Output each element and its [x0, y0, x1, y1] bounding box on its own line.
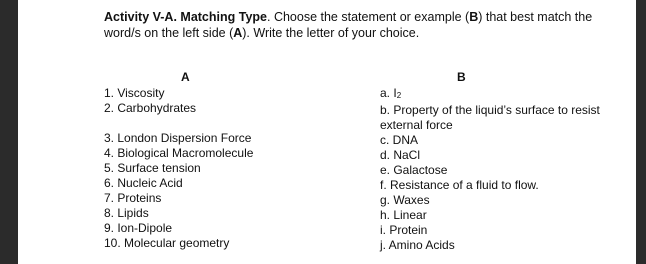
column-b-item: h. Linear — [380, 208, 427, 222]
column-a-item: 8. Lipids — [104, 206, 149, 220]
column-b-heading: B — [457, 70, 466, 84]
column-b-item: d. NaCl — [380, 148, 421, 162]
column-b-item: e. Galactose — [380, 163, 448, 177]
column-b-item: c. DNA — [380, 133, 419, 147]
column-b-item: i. Protein — [380, 223, 428, 237]
activity-instructions — [104, 9, 624, 41]
column-b-item: g. Waxes — [380, 193, 430, 207]
column-b-item: j. Amino Acids — [380, 238, 455, 252]
column-a-item: 7. Proteins — [104, 191, 162, 205]
column-a-item: 10. Molecular geometry — [104, 236, 230, 250]
column-a-item: 6. Nucleic Acid — [104, 176, 183, 190]
column-a-heading: A — [181, 70, 190, 84]
column-a-item: 4. Biological Macromolecule — [104, 146, 254, 160]
instructions-b-letter: B — [469, 10, 479, 24]
column-a-item: 5. Surface tension — [104, 161, 201, 175]
column-a-item: 9. Ion-Dipole — [104, 221, 173, 235]
column-b-item: b. Property of the liquid’s surface to resist external force — [380, 103, 600, 132]
activity-title: Activity V-A. Matching Type — [104, 10, 267, 24]
column-a-spacer — [104, 116, 344, 131]
instructions-text-1: . Choose the statement or example ( — [267, 10, 470, 24]
column-a-item: 2. Carbohydrates — [104, 101, 197, 115]
worksheet-page — [18, 0, 636, 264]
column-a-item: 3. London Dispersion Force — [104, 131, 252, 145]
instructions-text-2: ) that best match the word/s on the left side ( — [104, 10, 593, 40]
column-a-item: 1. Viscosity — [104, 86, 165, 100]
instructions-text-3: ). Write the letter of your choice. — [242, 26, 420, 40]
column-b-item — [380, 86, 630, 103]
column-b-list — [380, 86, 630, 253]
column-b-item-a-subscript: 2 — [396, 91, 402, 100]
column-a-list — [104, 86, 344, 251]
column-b-item-a-text: a. I — [380, 86, 397, 100]
column-b-item: f. Resistance of a fluid to flow. — [380, 178, 539, 192]
instructions-a-letter: A — [233, 26, 243, 40]
